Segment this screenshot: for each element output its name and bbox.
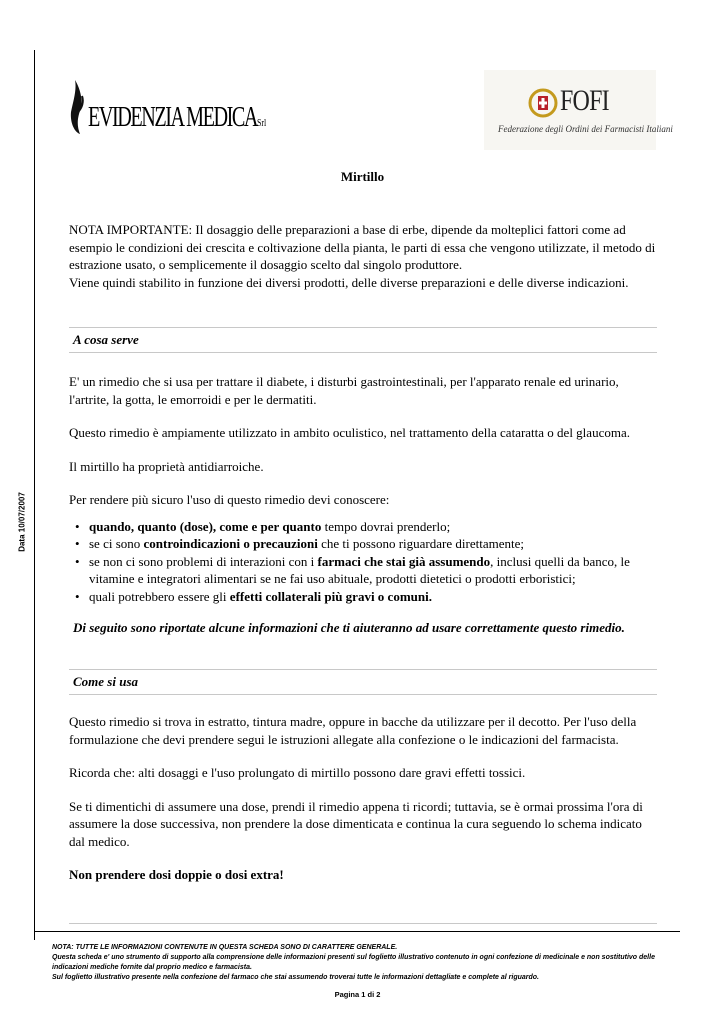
paragraph: E' un rimedio che si usa per trattare il diabete, i disturbi gastrointestinali, per l'apparato renale ed urinario, l'artrite, la gotta, le emorroidi e per le dermatiti. [69,374,619,407]
note-italic: Di seguito sono riportate alcune informazioni che ti aiuteranno ad usare correttamente questo rimedio. [73,620,625,635]
page-title: Mirtillo [340,169,385,184]
paragraph: Se ti dimentichi di assumere una dose, prendi il rimedio appena ti ricordi; tuttavia, se è ormai prossima l'ora di assumere la dose successiva, non prendere la dose dimenticata e continua la cura seguendo lo schema indicato dal medico. [69,798,643,849]
list-item: • se non ci sono problemi di interazioni con i farmaci che stai già assumendo, inclusi quelli da banco, le vitamine e integratori alimentari se ne fai uso abituale, prodotti dietetici o prodotti erboristici; [69,553,657,588]
side-date: Data 10/07/2007 [17,492,27,552]
fofi-logo-subtitle: Federazione degli Ordini dei Farmacisti Italiani [498,124,673,134]
footer-line: Questa scheda e' uno strumento di supporto alla comprensione delle informazioni presenti sul foglietto illustrativo contenuto in ogni confezione di medicinale e non sostitutivo delle indicazioni mediche fornite dal proprio medico e farmacista. [52,954,655,971]
section-heading-come-si-usa: Come si usa [69,669,657,695]
nota-paragraph: Viene quindi stabilito in funzione dei diversi prodotti, delle diverse preparazioni e delle diverse indicazioni. [69,274,629,290]
paragraph: Questo rimedio si trova in estratto, tintura madre, oppure in bacche da utilizzare per il decotto. Per l'uso della formulazione che devi prendere segui le istruzioni allegate alla confezione o le indicazioni del farmacista. [69,714,637,747]
page-number: Pagina 1 di 2 [334,990,381,999]
footer-line: NOTA: TUTTE LE INFORMAZIONI CONTENUTE IN QUESTA SCHEDA SONO DI CARATTERE GENERALE. [52,944,398,951]
list-item: • quando, quanto (dose), come e per quanto tempo dovrai prenderlo; [69,518,657,536]
paragraph: Per rendere più sicuro l'uso di questo rimedio devi conoscere: [69,492,390,507]
paragraph: Il mirtillo ha proprietà antidiarroiche. [69,458,264,474]
footer-line: Sul foglietto illustrativo presente nella confezione del farmaco che stai assumendo troverai tutte le informazioni dettagliate e complete al riguardo. [52,974,539,981]
seal-icon [528,86,558,120]
footer-note [52,943,672,983]
fofi-logo-text: FOFI [560,84,609,117]
section-a-cosa-serve-body [69,373,657,637]
list-item: • se ci sono controindicazioni o precauzioni che ti possono riguardare direttamente; [69,535,657,553]
evidenzia-medica-logo [68,72,267,144]
fofi-logo [484,70,673,150]
nota-paragraph: NOTA IMPORTANTE: Il dosaggio delle preparazioni a base di erbe, dipende da molteplici fattori come ad esempio le condizioni dei crescita e coltivazione della pianta, le parti di essa che vengono utilizzate, il metodo di estrazione usato, o semplicemente il dosaggio scelto dal singolo produttore. [69,222,656,272]
evidenzia-logo-text: EVIDENZIA MEDICASrl [88,102,267,133]
paragraph: Ricorda che: alti dosaggi e l'uso prolungato di mirtillo possono dare gravi effetti tossici. [69,765,526,780]
nota-importante [69,221,657,291]
divider [69,923,657,924]
footer-divider [34,931,680,932]
warning: Non prendere dosi doppie o dosi extra! [69,867,284,882]
section-heading-a-cosa-serve: A cosa serve [69,327,657,353]
bullet-list [69,518,657,606]
section-come-si-usa-body [69,713,657,884]
list-item: • quali potrebbero essere gli effetti collaterali più gravi o comuni. [69,588,657,606]
paragraph: Questo rimedio è ampiamente utilizzato in ambito oculistico, nel trattamento della cataratta o del glaucoma. [69,425,630,440]
